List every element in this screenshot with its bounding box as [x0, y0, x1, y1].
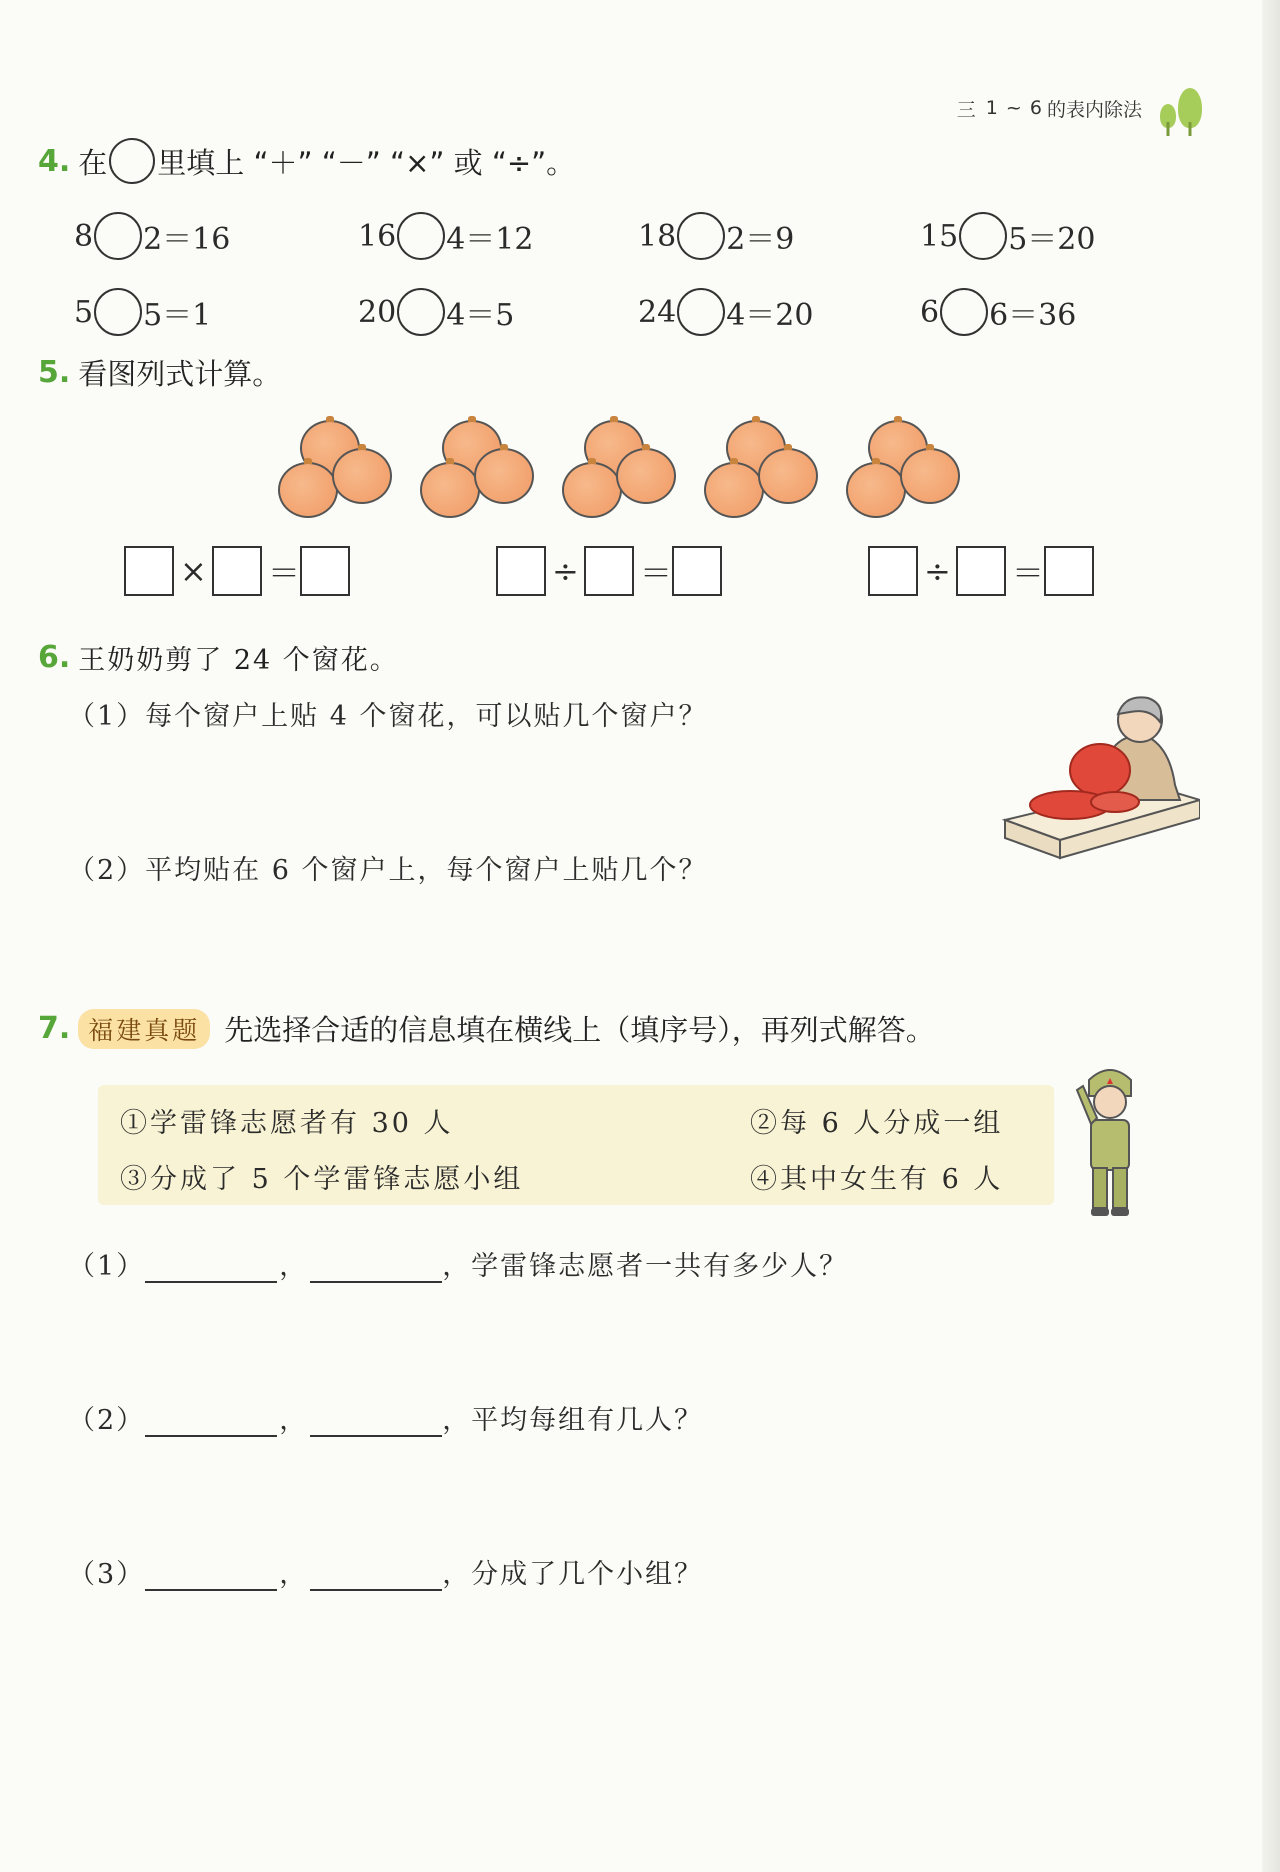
sub-label: （1）	[68, 1251, 146, 1282]
orange-icon	[846, 462, 906, 518]
operator-symbol: ÷	[552, 552, 579, 590]
operator-circle[interactable]	[397, 212, 445, 260]
q4-eq-1-1	[74, 212, 230, 260]
chapter-number: 1 ~ 6	[985, 97, 1043, 119]
sub-question: ，分成了几个小组？	[442, 1559, 704, 1590]
orange-icon	[704, 462, 764, 518]
q4-text-after: 里填上 “＋” “－” “×” 或 “÷”。	[157, 145, 576, 180]
q5-equation-1	[124, 546, 350, 596]
q4-eq-1-4	[920, 212, 1095, 260]
eq-right: 4＝5	[446, 298, 515, 333]
operator-circle[interactable]	[677, 212, 725, 260]
eq-right: 4＝20	[726, 298, 814, 333]
eq-right: 2＝9	[726, 222, 795, 257]
answer-blank[interactable]	[310, 1561, 442, 1591]
q4-eq-2-1	[74, 288, 211, 336]
orange-icon	[562, 462, 622, 518]
answer-box[interactable]	[868, 546, 918, 596]
answer-blank[interactable]	[310, 1253, 442, 1283]
orange-icon	[474, 448, 534, 504]
orange-group	[846, 418, 966, 518]
q6-sub2: （2）平均贴在 6 个窗户上，每个窗户上贴几个？	[68, 855, 708, 886]
operator-circle[interactable]	[940, 288, 988, 336]
q7-sub3	[68, 1552, 703, 1591]
answer-box[interactable]	[496, 546, 546, 596]
q7-number: 7.	[38, 1011, 71, 1046]
orange-icon	[278, 462, 338, 518]
eq-right: 2＝16	[143, 222, 231, 257]
q4-eq-2-2	[358, 288, 514, 336]
q6-heading	[38, 638, 399, 677]
equals-symbol: ＝	[640, 554, 673, 592]
grandma-paper-cutting-illustration	[1000, 690, 1200, 870]
q5-equation-3	[868, 546, 1094, 596]
orange-group	[420, 418, 540, 518]
chapter-prefix: 三	[956, 98, 976, 121]
info-item-4: ④其中女生有 6 人	[750, 1164, 1004, 1195]
soldier-boy-illustration	[1075, 1060, 1145, 1220]
eq-left: 18	[638, 218, 677, 254]
sub-label: （2）	[68, 1405, 146, 1436]
operator-symbol: ×	[180, 552, 207, 590]
eq-left: 24	[638, 294, 677, 330]
chapter-title: 的表内除法	[1046, 98, 1142, 121]
eq-left: 6	[920, 294, 940, 330]
q7-heading	[38, 1008, 935, 1049]
info-box	[98, 1085, 1054, 1205]
orange-icon	[420, 462, 480, 518]
answer-blank[interactable]	[145, 1407, 277, 1437]
answer-box[interactable]	[212, 546, 262, 596]
comma: ，	[279, 1559, 309, 1590]
q6-sub1: （1）每个窗户上贴 4 个窗花，可以贴几个窗户？	[68, 701, 708, 732]
tree-icon	[1160, 88, 1202, 128]
answer-box[interactable]	[956, 546, 1006, 596]
answer-box[interactable]	[672, 546, 722, 596]
q6-number: 6.	[38, 640, 71, 675]
eq-left: 8	[74, 218, 94, 254]
eq-left: 16	[358, 218, 397, 254]
orange-icon	[616, 448, 676, 504]
orange-group	[278, 418, 398, 518]
operator-circle[interactable]	[959, 212, 1007, 260]
orange-group	[704, 418, 824, 518]
orange-group	[562, 418, 682, 518]
sub-question: ，学雷锋志愿者一共有多少人？	[442, 1251, 849, 1282]
eq-right: 6＝36	[989, 298, 1077, 333]
info-item-1: ①学雷锋志愿者有 30 人	[120, 1108, 454, 1139]
answer-box[interactable]	[124, 546, 174, 596]
q5-equation-2	[496, 546, 722, 596]
q5-heading	[38, 352, 281, 393]
q4-eq-2-3	[638, 288, 813, 336]
q7-sub1	[68, 1244, 848, 1283]
answer-blank[interactable]	[310, 1407, 442, 1437]
q4-eq-1-2	[358, 212, 533, 260]
page-edge	[1262, 0, 1280, 1872]
orange-icon	[758, 448, 818, 504]
q4-number: 4.	[38, 143, 71, 179]
operator-symbol: ÷	[924, 552, 951, 590]
q4-text-before: 在	[78, 145, 108, 180]
sub-question: ，平均每组有几人？	[442, 1405, 704, 1436]
eq-right: 4＝12	[446, 222, 534, 257]
q4-heading	[38, 138, 575, 184]
answer-blank[interactable]	[145, 1561, 277, 1591]
eq-left: 20	[358, 294, 397, 330]
circle-icon	[109, 138, 155, 184]
operator-circle[interactable]	[397, 288, 445, 336]
eq-left: 5	[74, 294, 94, 330]
info-item-3: ③分成了 5 个学雷锋志愿小组	[120, 1164, 524, 1195]
answer-box[interactable]	[584, 546, 634, 596]
eq-right: 5＝20	[1008, 222, 1096, 257]
orange-icon	[900, 448, 960, 504]
answer-box[interactable]	[300, 546, 350, 596]
comma: ，	[279, 1405, 309, 1436]
q7-title: 先选择合适的信息填在横线上（填序号），再列式解答。	[224, 1013, 935, 1047]
answer-blank[interactable]	[145, 1253, 277, 1283]
info-item-2: ②每 6 人分成一组	[750, 1108, 1004, 1139]
q7-sub2	[68, 1398, 703, 1437]
operator-circle[interactable]	[94, 212, 142, 260]
orange-icon	[332, 448, 392, 504]
q5-number: 5.	[38, 355, 71, 390]
sub-label: （3）	[68, 1559, 146, 1590]
q4-eq-2-4	[920, 288, 1076, 336]
operator-circle[interactable]	[94, 288, 142, 336]
operator-circle[interactable]	[677, 288, 725, 336]
chapter-header	[957, 88, 1202, 128]
source-badge: 福建真题	[78, 1009, 210, 1049]
q6-title: 王奶奶剪了 24 个窗花。	[78, 645, 399, 676]
q5-title: 看图列式计算。	[78, 357, 282, 391]
q4-eq-1-3	[638, 212, 794, 260]
equals-symbol: ＝	[268, 554, 301, 592]
eq-right: 5＝1	[143, 298, 212, 333]
eq-left: 15	[920, 218, 959, 254]
equals-symbol: ＝	[1012, 554, 1045, 592]
comma: ，	[279, 1251, 309, 1282]
answer-box[interactable]	[1044, 546, 1094, 596]
